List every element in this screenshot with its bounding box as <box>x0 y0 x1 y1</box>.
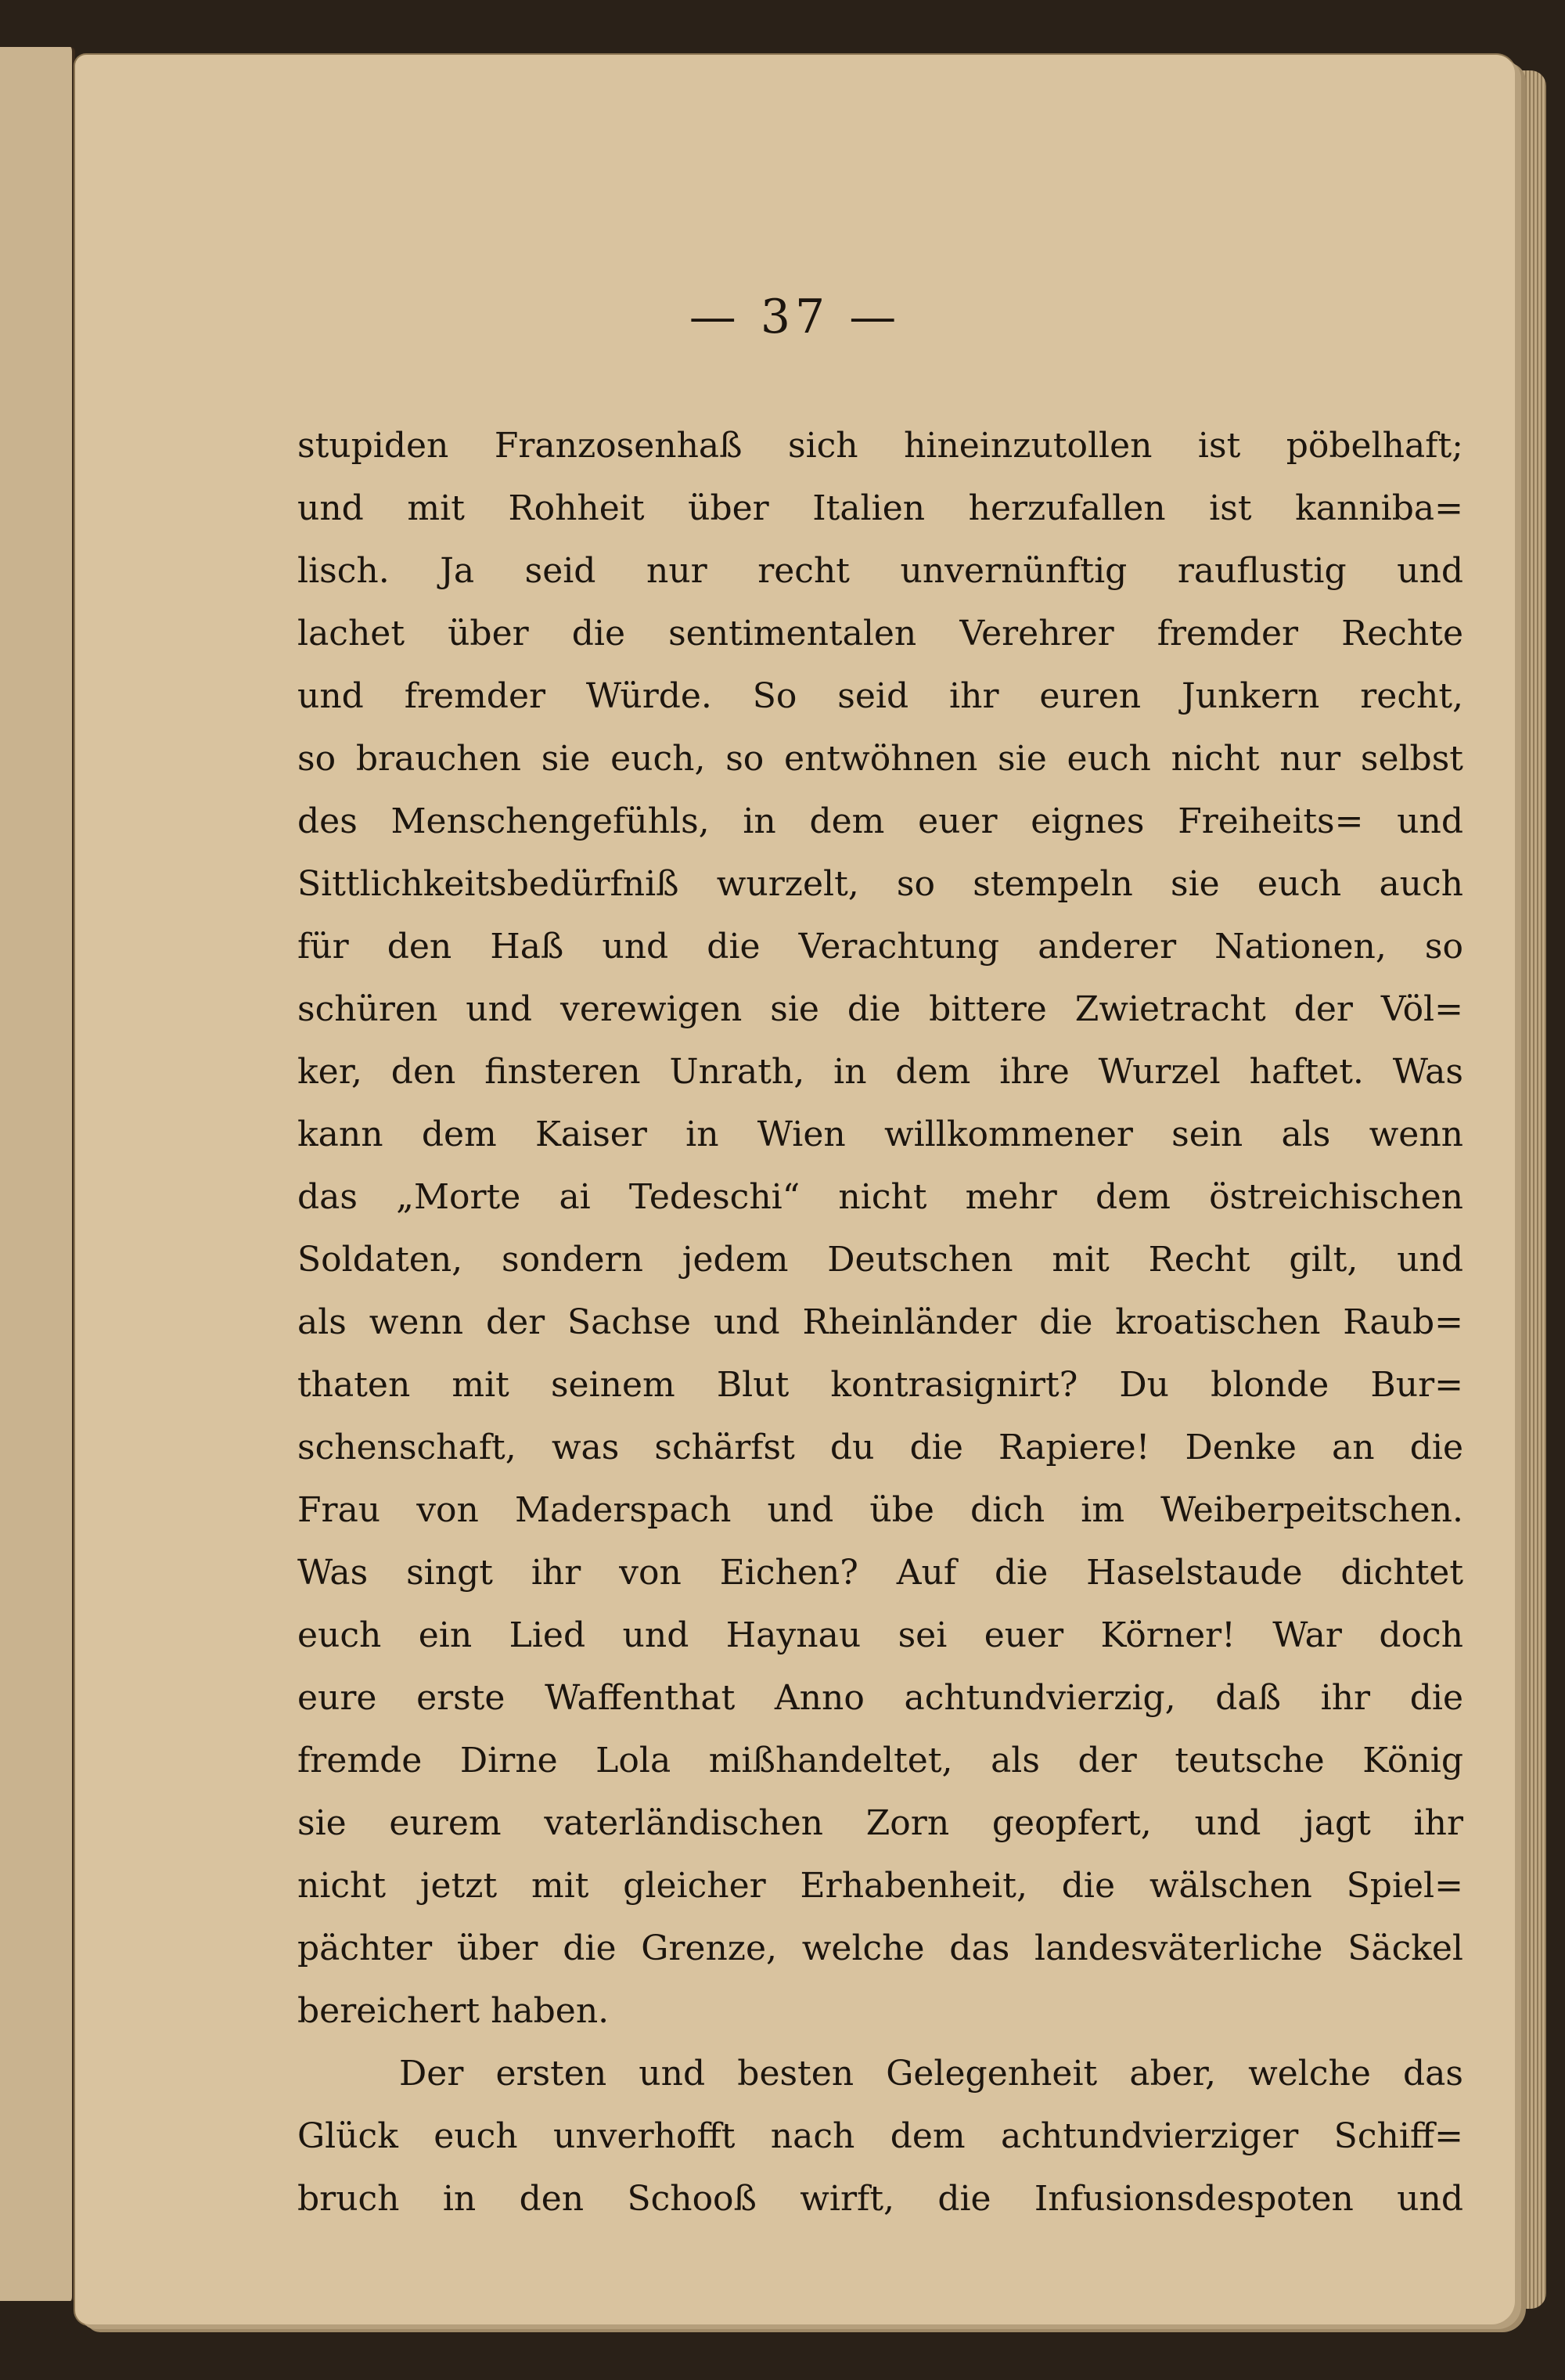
text-line: für den Haß und die Verachtung anderer Nationen, so <box>297 927 1463 967</box>
text-line: ker, den finsteren Unrath, in dem ihre Wurzel haftet. Was <box>297 1052 1463 1092</box>
text-line: Frau von Maderspach und übe dich im Weiberpeitschen. <box>297 1490 1463 1530</box>
previous-page-edge <box>0 47 75 2301</box>
text-line: kann dem Kaiser in Wien willkommener sein als wenn <box>297 1114 1463 1154</box>
text-line: eure erste Waffenthat Anno achtundvierzig, daß ihr die <box>297 1678 1463 1718</box>
text-line: und mit Rohheit über Italien herzufallen ist kanniba= <box>297 488 1463 528</box>
text-line: stupiden Franzosenhaß sich hineinzutollen ist pöbelhaft; <box>297 426 1463 466</box>
text-line: lachet über die sentimentalen Verehrer fremder Rechte <box>297 614 1463 654</box>
page-edge-stack <box>1515 70 1546 2309</box>
text-line: als wenn der Sachse und Rheinländer die kroatischen Raub= <box>297 1302 1463 1342</box>
text-line: bereichert haben. <box>297 1991 610 2031</box>
text-line: pächter über die Grenze, welche das landesväterliche Säckel <box>297 1928 1463 1968</box>
text-line: sie eurem vaterländischen Zorn geopfert, und jagt ihr <box>297 1803 1463 1843</box>
text-line: lisch. Ja seid nur recht unvernünftig rauflustig und <box>297 551 1463 591</box>
text-line: schüren und verewigen sie die bittere Zwietracht der Völ= <box>297 989 1463 1029</box>
text-line: thaten mit seinem Blut kontrasignirt? Du blonde Bur= <box>297 1365 1463 1405</box>
text-line: fremde Dirne Lola mißhandeltet, als der teutsche König <box>297 1741 1463 1780</box>
page-number: — 37 — <box>689 290 901 344</box>
body-text <box>297 415 1463 2231</box>
text-line: so brauchen sie euch, so entwöhnen sie euch nicht nur selbst <box>297 739 1463 779</box>
book-page <box>75 55 1515 2324</box>
text-line: des Menschengefühls, in dem euer eignes Freiheits= und <box>297 801 1463 841</box>
text-line: Soldaten, sondern jedem Deutschen mit Recht gilt, und <box>297 1240 1463 1280</box>
text-line: Was singt ihr von Eichen? Auf die Haselstaude dichtet <box>297 1553 1463 1593</box>
text-line: Glück euch unverhofft nach dem achtundvierziger Schiff= <box>297 2116 1463 2156</box>
text-line: schenschaft, was schärfst du die Rapiere! Denke an die <box>297 1428 1463 1467</box>
text-line: das „Morte ai Tedeschi“ nicht mehr dem östreichischen <box>297 1177 1463 1217</box>
text-line: bruch in den Schooß wirft, die Infusionsdespoten und <box>297 2179 1463 2219</box>
text-line: euch ein Lied und Haynau sei euer Körner! War doch <box>297 1615 1463 1655</box>
text-line: Der ersten und besten Gelegenheit aber, welche das <box>399 2054 1463 2094</box>
text-line: und fremder Würde. So seid ihr euren Junkern recht, <box>297 676 1463 716</box>
text-line: Sittlichkeitsbedürfniß wurzelt, so stempeln sie euch auch <box>297 864 1463 904</box>
text-line: nicht jetzt mit gleicher Erhabenheit, die wälschen Spiel= <box>297 1866 1463 1906</box>
